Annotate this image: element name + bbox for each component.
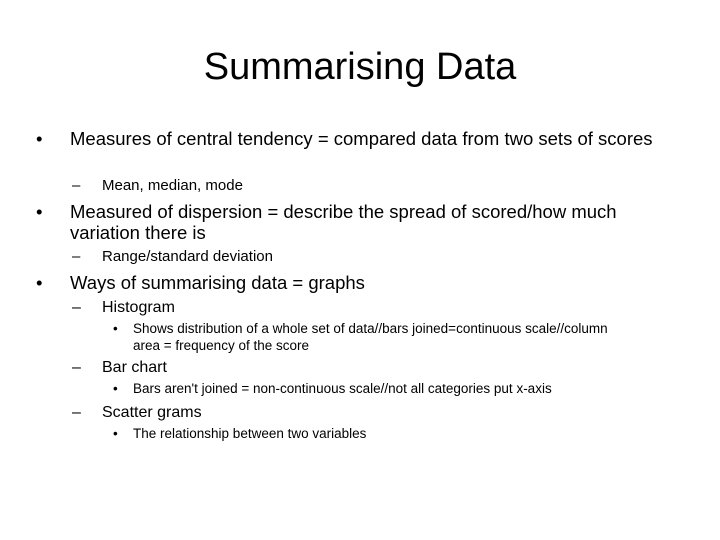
detail-bar-chart bbox=[113, 381, 613, 398]
sub-bullet-range-sd bbox=[72, 248, 682, 266]
detail-text: The relationship between two variables bbox=[133, 426, 367, 441]
sub-bullet-mean-median-mode bbox=[72, 177, 682, 195]
bullet-dot-icon: • bbox=[36, 128, 43, 149]
sub-bullet-text: Mean, median, mode bbox=[102, 177, 243, 194]
bullet-text: Measured of dispersion = describe the spread of scored/how much variation there is bbox=[70, 201, 617, 243]
bullet-dot-icon: • bbox=[36, 272, 43, 293]
detail-scatter-grams bbox=[113, 426, 613, 443]
sub-bullet-text: Scatter grams bbox=[102, 404, 202, 421]
bullet-text: Measures of central tendency = compared data from two sets of scores bbox=[70, 128, 653, 149]
bullet-dot-icon: • bbox=[113, 426, 118, 441]
dash-icon: – bbox=[72, 404, 81, 421]
slide-title: Summarising Data bbox=[203, 46, 517, 88]
bullet-dot-icon: • bbox=[113, 381, 118, 396]
sub-bullet-scatter-grams bbox=[72, 403, 682, 422]
detail-text: Bars aren't joined = non-continuous scale//not all categories put x-axis bbox=[133, 381, 552, 396]
bullet-central-tendency bbox=[36, 128, 686, 149]
bullet-dot-icon: • bbox=[36, 201, 43, 222]
dash-icon: – bbox=[72, 359, 81, 376]
sub-bullet-text: Range/standard deviation bbox=[102, 248, 273, 265]
bullet-summarising-graphs bbox=[36, 272, 686, 293]
sub-bullet-histogram bbox=[72, 298, 682, 317]
dash-icon: – bbox=[72, 248, 81, 265]
sub-bullet-text: Histogram bbox=[102, 299, 175, 316]
bullet-text: Ways of summarising data = graphs bbox=[70, 272, 365, 293]
detail-histogram bbox=[113, 321, 613, 354]
dash-icon: – bbox=[72, 177, 81, 194]
sub-bullet-text: Bar chart bbox=[102, 359, 167, 376]
sub-bullet-bar-chart bbox=[72, 358, 682, 377]
bullet-dot-icon: • bbox=[113, 321, 118, 336]
bullet-dispersion bbox=[36, 201, 686, 243]
detail-text: Shows distribution of a whole set of data//bars joined=continuous scale//column area = frequency of the score bbox=[133, 321, 608, 353]
dash-icon: – bbox=[72, 299, 81, 316]
